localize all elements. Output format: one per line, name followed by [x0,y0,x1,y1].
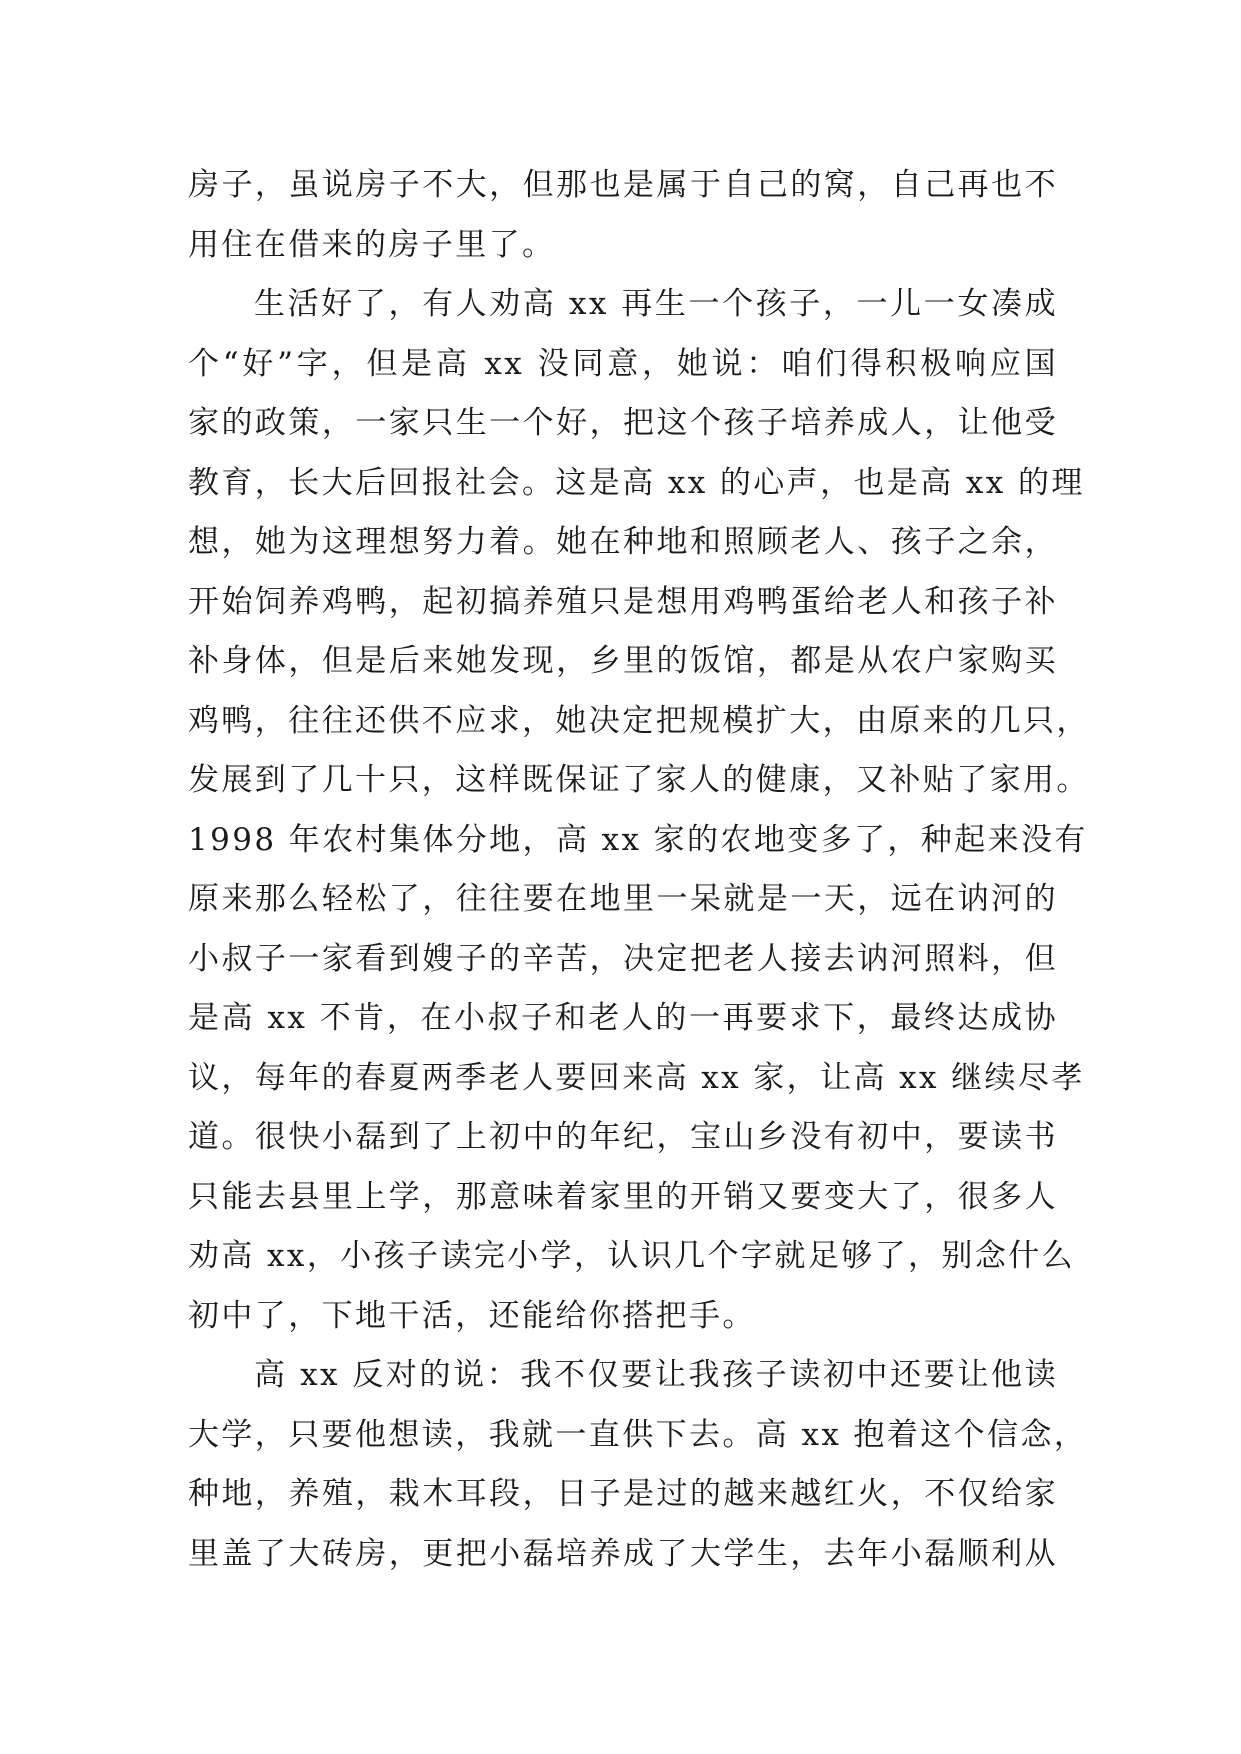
text-line: 高 xx 反对的说：我不仅要让我孩子读初中还要让他读 [254,1357,1058,1393]
text-line: 是高 xx 不肯，在小叔子和老人的一再要求下，最终达成协 [188,1000,1058,1036]
text-line: 用住在借来的房子里了。 [188,226,556,263]
text-line: 道。很快小磊到了上初中的年纪，宝山乡没有初中，要读书 [188,1119,1058,1155]
text-line: 鸡鸭，往往还供不应求，她决定把规模扩大，由原来的几只， [188,702,1090,739]
text-line: 想，她为这理想努力着。她在种地和照顾老人、孩子之余， [188,524,1058,560]
text-line: 开始饲养鸡鸭，起初搞养殖只是想用鸡鸭蛋给老人和孩子补 [188,583,1058,620]
text-line: 初中了，下地干活，还能给你搭把手。 [188,1297,756,1334]
text-line: 只能去县里上学，那意味着家里的开销又要变大了，很多人 [188,1178,1058,1215]
text-line: 家的政策，一家只生一个好，把这个孩子培养成人，让他受 [188,405,1058,441]
text-line: 发展到了几十只，这样既保证了家人的健康，又补贴了家用。 [188,762,1090,798]
text-line: 劝高 xx，小孩子读完小学，认识几个字就足够了，别念什么 [188,1238,1076,1274]
text-line: 议，每年的春夏两季老人要回来高 xx 家，让高 xx 继续尽孝 [188,1059,1085,1096]
body-text [188,156,1090,1584]
text-line: 种地，养殖，栽木耳段，日子是过的越来越红火，不仅给家 [188,1476,1058,1512]
text-line: 原来那么轻松了，往往要在地里一呆就是一天，远在讷河的 [188,881,1058,917]
text-line: 大学，只要他想读，我就一直供下去。高 xx 抱着这个信念， [188,1416,1088,1453]
text-line: 小叔子一家看到嫂子的辛苦，决定把老人接去讷河照料，但 [188,940,1058,977]
text-line: 个“好”字，但是高 xx 没同意，她说：咱们得积极响应国 [188,345,1058,382]
text-line: 里盖了大砖房，更把小磊培养成了大学生，去年小磊顺利从 [188,1535,1058,1572]
text-line: 生活好了，有人劝高 xx 再生一个孩子，一儿一女凑成 [254,286,1058,322]
text-line: 房子，虽说房子不大，但那也是属于自己的窝，自己再也不 [188,167,1058,203]
text-line: 补身体，但是后来她发现，乡里的饭馆，都是从农户家购买 [188,643,1058,679]
text-line: 1998 年农村集体分地，高 xx 家的农地变多了，种起来没有 [188,821,1088,858]
text-line: 教育，长大后回报社会。这是高 xx 的心声，也是高 xx 的理 [188,464,1085,501]
